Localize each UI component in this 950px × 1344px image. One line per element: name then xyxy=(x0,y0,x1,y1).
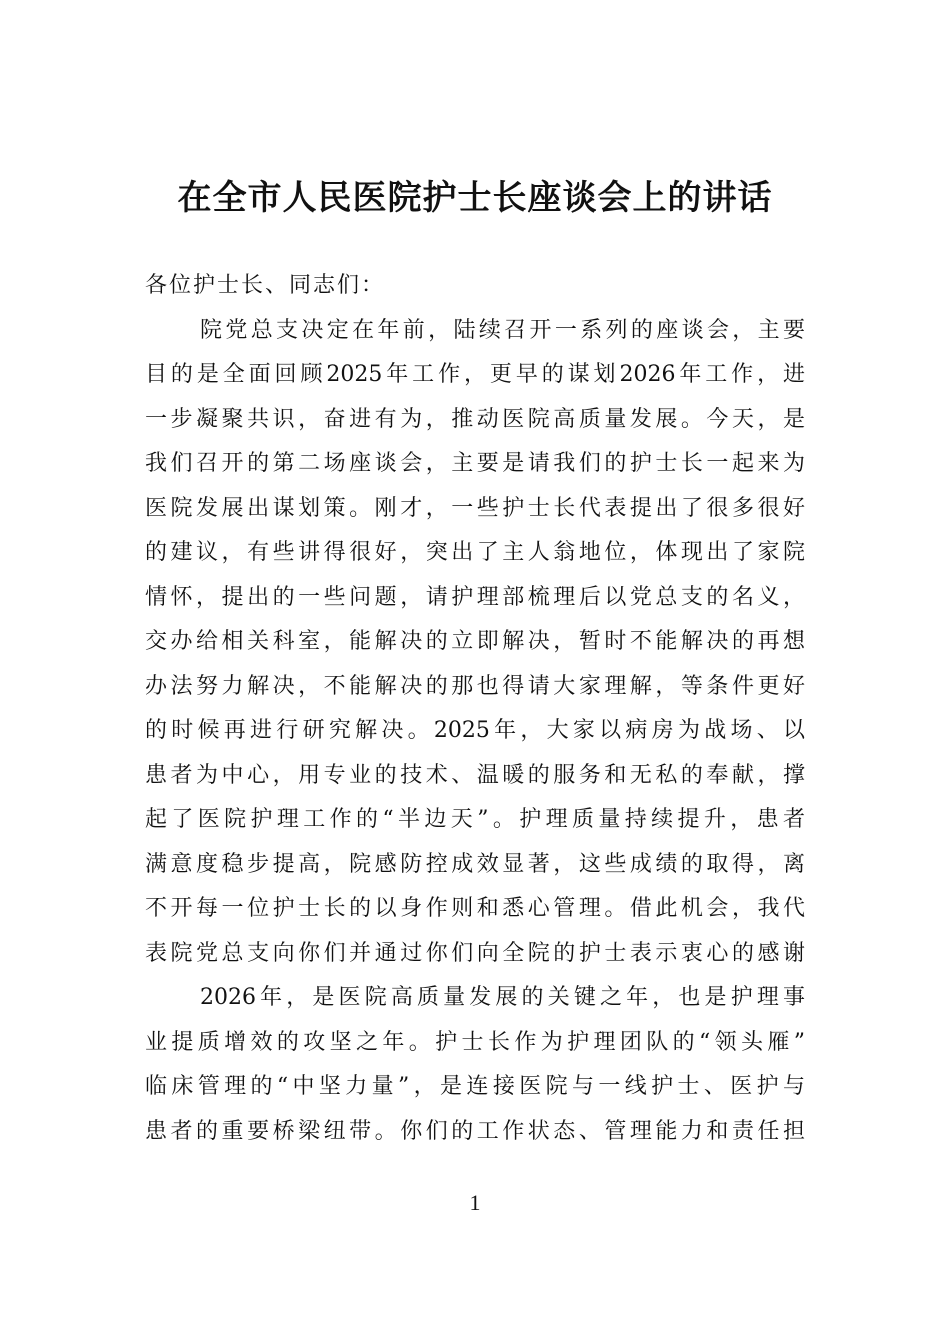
document-title: 在全市人民医院护士长座谈会上的讲话 xyxy=(177,178,773,218)
text-line: 临床管理的“中坚力量”，是连接医院与一线护士、医护与 xyxy=(145,1074,805,1099)
text-line: 医院发展出谋划策。刚才，一些护士长代表提出了很多很好 xyxy=(145,495,805,521)
text-line: 的时候再进行研究解决。2025年，大家以病房为战场、以 xyxy=(145,718,805,743)
document-body xyxy=(145,264,805,1154)
text-line: 情怀，提出的一些问题，请护理部梳理后以党总支的名义， xyxy=(145,584,805,610)
text-line: 一步凝聚共识，奋进有为，推动医院高质量发展。今天，是 xyxy=(145,406,805,432)
text-line: 交办给相关科室，能解决的立即解决，暂时不能解决的再想 xyxy=(145,629,805,654)
text-line: 起了医院护理工作的“半边天”。护理质量持续提升，患者 xyxy=(145,807,805,832)
text-line: 患者为中心，用专业的技术、温暖的服务和无私的奉献，撑 xyxy=(145,762,805,788)
text-line: 院党总支决定在年前，陆续召开一系列的座谈会，主要 xyxy=(200,317,805,343)
text-line: 我们召开的第二场座谈会，主要是请我们的护士长一起来为 xyxy=(145,451,805,476)
text-line: 2026年，是医院高质量发展的关键之年，也是护理事 xyxy=(200,985,805,1010)
text-line: 办法努力解决，不能解决的那也得请大家理解，等条件更好 xyxy=(145,673,805,699)
text-line: 不开每一位护士长的以身作则和悉心管理。借此机会，我代 xyxy=(145,896,805,921)
text-line: 患者的重要桥梁纽带。你们的工作状态、管理能力和责任担 xyxy=(145,1118,805,1144)
text-line: 业提质增效的攻坚之年。护士长作为护理团队的“领头雁” xyxy=(145,1029,805,1055)
salutation: 各位护士长、同志们： xyxy=(145,273,386,298)
text-line: 表院党总支向你们并通过你们向全院的护士表示衷心的感谢 xyxy=(145,940,805,966)
page-number: 1 xyxy=(469,1190,481,1215)
text-line: 满意度稳步提高，院感防控成效显著，这些成绩的取得，离 xyxy=(145,851,805,877)
text-line: 目的是全面回顾2025年工作，更早的谋划2026年工作，进 xyxy=(145,362,805,387)
text-line: 的建议，有些讲得很好，突出了主人翁地位，体现出了家院 xyxy=(145,540,805,565)
